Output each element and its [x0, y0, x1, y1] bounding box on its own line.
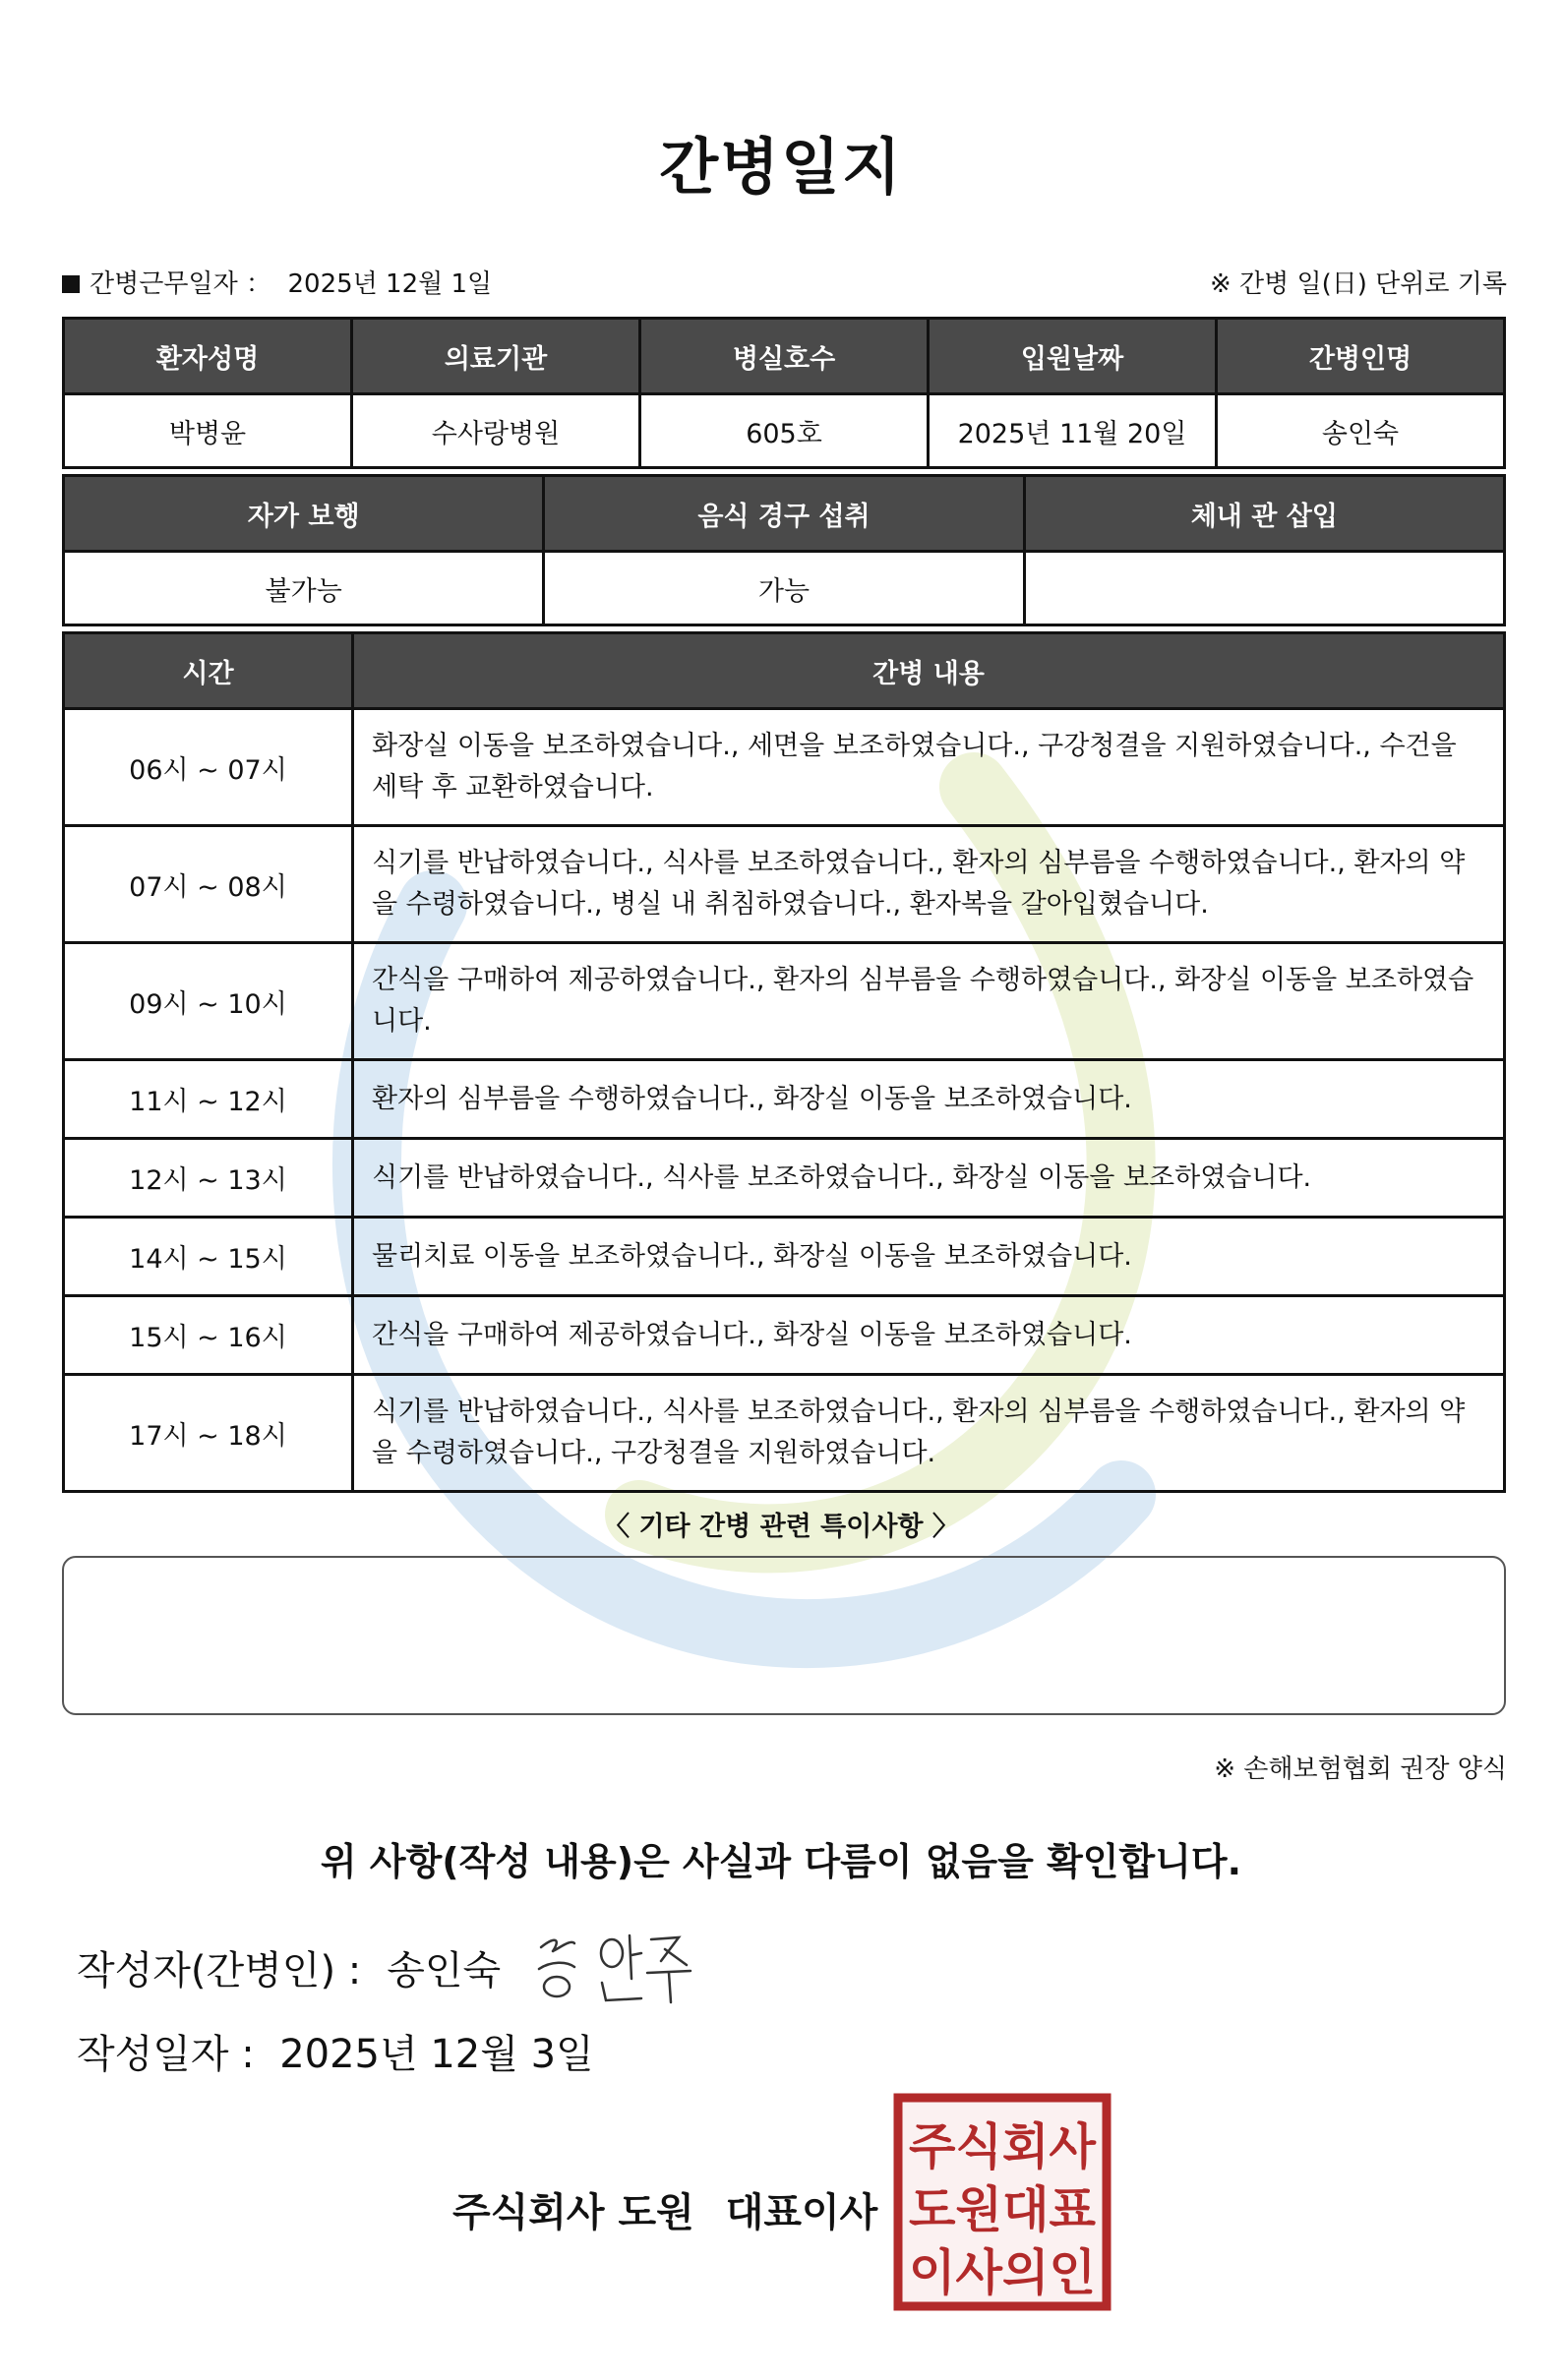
svg-text:도원대표: 도원대표 — [909, 2181, 1097, 2238]
table-row — [64, 1375, 1505, 1492]
patient-name: 박병윤 — [64, 394, 352, 468]
table-row — [64, 1060, 1505, 1139]
form-note: ※ 손해보험협회 권장 양식 — [1214, 1755, 1507, 1784]
company-line — [452, 2181, 877, 2237]
header-room: 병실호수 — [640, 319, 929, 394]
patient-info-table — [62, 317, 1506, 469]
work-date-value: 2025년 12월 1일 — [287, 269, 493, 299]
header-care-content: 간병 내용 — [353, 633, 1505, 709]
writer-name: 송인숙 — [387, 1948, 502, 1993]
writer-line — [77, 1939, 501, 1995]
work-date-label: 간병근무일자 ： — [90, 269, 271, 299]
log-content: 물리치료 이동을 보조하였습니다., 화장실 이동을 보조하였습니다. — [353, 1218, 1505, 1296]
patient-status-table — [62, 474, 1506, 626]
caregiver-name: 송인숙 — [1217, 394, 1505, 468]
log-time: 12시 ~ 13시 — [64, 1139, 353, 1218]
table-header-row — [64, 476, 1505, 552]
written-date-label: 작성일자 : — [77, 2032, 255, 2077]
table-row — [64, 1296, 1505, 1375]
table-row — [64, 943, 1505, 1060]
writer-label: 작성자(간병인) : — [77, 1948, 362, 1993]
handwritten-signature — [531, 1918, 698, 2006]
log-time: 14시 ~ 15시 — [64, 1218, 353, 1296]
walking-status: 불가능 — [64, 552, 544, 625]
company-role: 대표이사 — [725, 2190, 878, 2235]
log-time: 11시 ~ 12시 — [64, 1060, 353, 1139]
company-seal — [893, 2093, 1111, 2311]
log-content: 식기를 반납하였습니다., 식사를 보조하였습니다., 화장실 이동을 보조하였습니다. — [353, 1139, 1505, 1218]
header-time: 시간 — [64, 633, 353, 709]
header-caregiver-name: 간병인명 — [1217, 319, 1505, 394]
written-date-value: 2025년 12월 3일 — [279, 2032, 594, 2077]
admission-date: 2025년 11월 20일 — [929, 394, 1217, 468]
log-content: 화장실 이동을 보조하였습니다., 세면을 보조하였습니다., 구강청결을 지원하였습니다., 수건을 세탁 후 교환하였습니다. — [353, 709, 1505, 826]
log-content: 간식을 구매하여 제공하였습니다., 환자의 심부름을 수행하였습니다., 화장실 이동을 보조하였습니다. — [353, 943, 1505, 1060]
room-number: 605호 — [640, 394, 929, 468]
special-notes-box — [62, 1556, 1506, 1715]
svg-text:이사의인: 이사의인 — [909, 2244, 1096, 2301]
table-row — [64, 1139, 1505, 1218]
document-title: 간병일지 — [659, 131, 903, 203]
special-notes-title: 〈 기타 간병 관련 특이사항 〉 — [603, 1512, 959, 1542]
table-header-row — [64, 319, 1505, 394]
company-name: 주식회사 도원 — [452, 2190, 694, 2235]
log-content: 식기를 반납하였습니다., 식사를 보조하였습니다., 환자의 심부름을 수행하였습니다., 환자의 약을 수령하였습니다., 구강청결을 지원하였습니다. — [353, 1375, 1505, 1492]
table-row — [64, 552, 1505, 625]
log-time: 09시 ~ 10시 — [64, 943, 353, 1060]
table-row — [64, 394, 1505, 468]
log-time: 07시 ~ 08시 — [64, 826, 353, 943]
header-walking: 자가 보행 — [64, 476, 544, 552]
table-row — [64, 709, 1505, 826]
log-time: 15시 ~ 16시 — [64, 1296, 353, 1375]
hospital-name: 수사랑병원 — [352, 394, 640, 468]
header-oral-intake: 음식 경구 섭취 — [544, 476, 1024, 552]
log-time: 06시 ~ 07시 — [64, 709, 353, 826]
unit-note: ※ 간병 일(日) 단위로 기록 — [1209, 269, 1507, 299]
svg-text:주식회사: 주식회사 — [909, 2118, 1097, 2175]
log-content: 환자의 심부름을 수행하였습니다., 화장실 이동을 보조하였습니다. — [353, 1060, 1505, 1139]
table-header-row — [64, 633, 1505, 709]
square-bullet-icon — [62, 275, 80, 293]
header-tube-insertion: 체내 관 삽입 — [1024, 476, 1504, 552]
care-log-table — [62, 631, 1506, 1493]
tube-insertion-status — [1024, 552, 1504, 625]
log-content: 식기를 반납하였습니다., 식사를 보조하였습니다., 환자의 심부름을 수행하였습니다., 환자의 약을 수령하였습니다., 병실 내 취침하였습니다., 환자복을 갈아입혔습니다. — [353, 826, 1505, 943]
log-content: 간식을 구매하여 제공하였습니다., 화장실 이동을 보조하였습니다. — [353, 1296, 1505, 1375]
table-row — [64, 826, 1505, 943]
log-time: 17시 ~ 18시 — [64, 1375, 353, 1492]
header-admission-date: 입원날짜 — [929, 319, 1217, 394]
header-hospital: 의료기관 — [352, 319, 640, 394]
work-date-line — [62, 264, 492, 300]
confirmation-statement: 위 사항(작성 내용)은 사실과 다름이 없음을 확인합니다. — [320, 1840, 1242, 1883]
oral-intake-status: 가능 — [544, 552, 1024, 625]
table-row — [64, 1218, 1505, 1296]
written-date-line — [77, 2023, 594, 2079]
header-patient-name: 환자성명 — [64, 319, 352, 394]
